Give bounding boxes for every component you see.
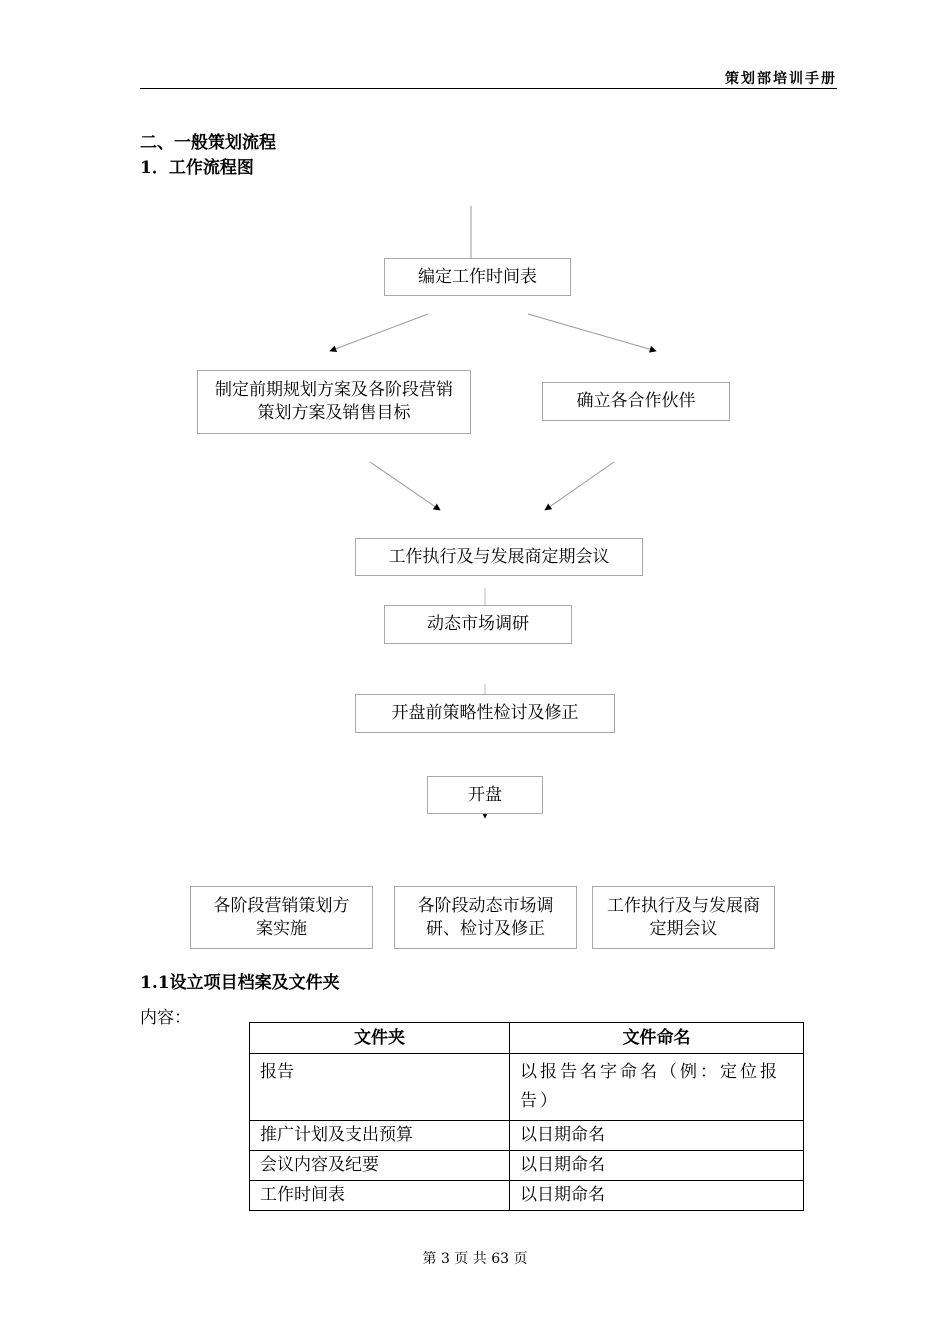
table-cell-naming: 以日期命名 bbox=[510, 1181, 804, 1211]
table-row bbox=[250, 1121, 804, 1151]
section-heading: 二、一般策划流程 bbox=[140, 133, 276, 153]
content-label: 内容： bbox=[140, 1008, 191, 1028]
arrow-from-plan bbox=[370, 462, 440, 510]
table-row bbox=[250, 1054, 804, 1121]
table-cell-naming: 以日期命名 bbox=[510, 1121, 804, 1151]
arrow-from-partners bbox=[545, 462, 614, 510]
node-launch: 开盘 bbox=[427, 776, 543, 814]
subsubsection-heading: 1.1设立项目档案及文件夹 bbox=[140, 973, 340, 993]
table-row bbox=[250, 1181, 804, 1211]
table-cell-naming: 以日期命名 bbox=[510, 1151, 804, 1181]
table-cell-folder: 报告 bbox=[250, 1054, 510, 1121]
table-cell-folder: 工作时间表 bbox=[250, 1181, 510, 1211]
node-stage-meeting: 工作执行及与发展商定期会议 bbox=[592, 886, 775, 949]
node-partners: 确立各合作伙伴 bbox=[542, 382, 730, 421]
header-title: 策划部培训手册 bbox=[725, 71, 837, 87]
node-meeting: 工作执行及与发展商定期会议 bbox=[355, 538, 643, 576]
table-cell-folder: 会议内容及纪要 bbox=[250, 1151, 510, 1181]
table-cell-folder: 推广计划及支出预算 bbox=[250, 1121, 510, 1151]
page-footer: 第 3 页 共 63 页 bbox=[422, 1251, 528, 1267]
table-row bbox=[250, 1151, 804, 1181]
table-header-naming: 文件命名 bbox=[510, 1023, 804, 1054]
table-cell-naming: 以报告名字命名（例：定位报告） bbox=[510, 1054, 804, 1121]
table-header-row bbox=[250, 1023, 804, 1054]
arrow-to-plan bbox=[330, 314, 428, 351]
node-schedule: 编定工作时间表 bbox=[384, 258, 571, 296]
node-review: 开盘前策略性检讨及修正 bbox=[355, 694, 615, 733]
arrow-to-partners bbox=[528, 314, 656, 351]
node-stage-research: 各阶段动态市场调研、检讨及修正 bbox=[394, 886, 577, 949]
node-plan: 制定前期规划方案及各阶段营销策划方案及销售目标 bbox=[197, 370, 471, 434]
node-implement: 各阶段营销策划方案实施 bbox=[190, 886, 373, 949]
node-research: 动态市场调研 bbox=[384, 605, 572, 644]
folder-naming-table bbox=[249, 1022, 804, 1211]
subsection-heading: 1．工作流程图 bbox=[140, 158, 254, 178]
table-header-folder: 文件夹 bbox=[250, 1023, 510, 1054]
